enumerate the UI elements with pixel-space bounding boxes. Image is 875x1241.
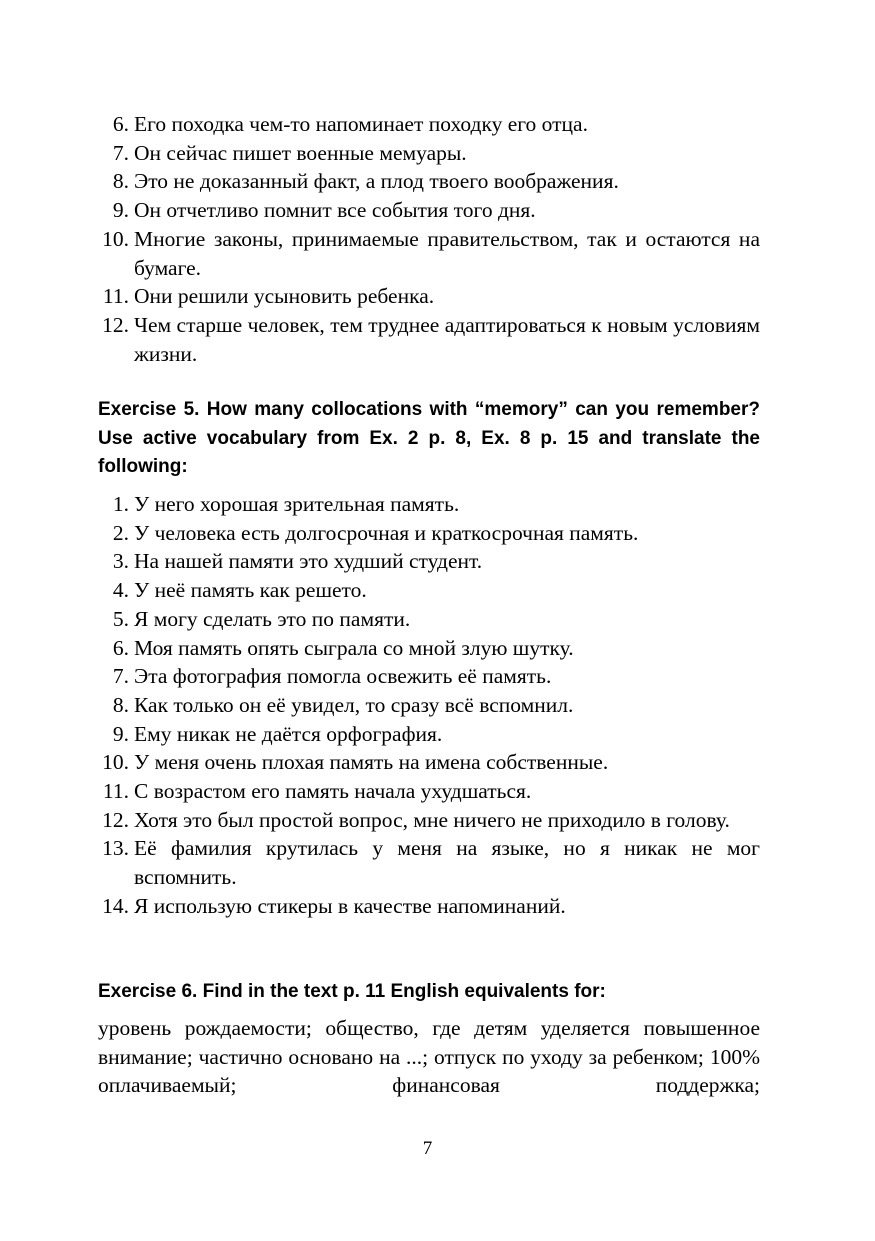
list-item (98, 225, 760, 282)
list-item (98, 691, 760, 720)
list-item (98, 311, 760, 368)
list-item (98, 720, 760, 749)
item-text: Они решили усыновить ребенка. (134, 284, 435, 309)
item-number: 11. (102, 284, 129, 309)
item-number: 13. (102, 836, 129, 861)
item-number: 10. (102, 750, 129, 775)
item-text: Он сейчас пишет военные мемуары. (134, 140, 467, 165)
item-number: 6. (112, 635, 129, 660)
exercise-6-body: уровень рождаемости; общество, где детям уделяется повышенное внимание; частично основано на ...; отпуск по уходу за ребенком; 100% оплачиваемый; финансовая поддержка; (98, 1016, 760, 1098)
item-number: 9. (112, 721, 129, 746)
item-number: 6. (112, 112, 129, 136)
item-number: 8. (112, 692, 129, 717)
list-item (98, 834, 760, 891)
item-text: Его походка чем-то напоминает походку его отца. (134, 112, 588, 136)
list-item (98, 110, 760, 139)
list-item (98, 605, 760, 634)
list-item (98, 777, 760, 806)
list-item (98, 806, 760, 835)
item-number: 11. (102, 779, 129, 804)
sentence-list-continued (98, 110, 760, 368)
item-text: Ему никак не даётся орфография. (134, 721, 443, 746)
item-text: Хотя это был простой вопрос, мне ничего не приходило в голову. (134, 807, 730, 832)
exercise-6-heading: Exercise 6. Find in the text p. 11 English equivalents for: (98, 981, 606, 1002)
list-item (98, 662, 760, 691)
item-number: 14. (102, 893, 129, 918)
item-text: У человека есть долгосрочная и краткосрочная память. (134, 520, 639, 545)
list-item (98, 167, 760, 196)
item-text: На нашей памяти это худший студент. (134, 549, 483, 574)
item-text: Эта фотография помогла освежить её память. (134, 664, 552, 689)
item-number: 5. (112, 606, 129, 631)
page-number: 7 (422, 1138, 433, 1159)
item-number: 2. (112, 520, 129, 545)
list-item (98, 748, 760, 777)
list-item (98, 282, 760, 311)
item-text: Её фамилия крутилась у меня на языке, но я никак не мог вспомнить. (134, 836, 760, 890)
list-item (98, 547, 760, 576)
list-item (98, 196, 760, 225)
item-number: 8. (112, 169, 129, 194)
item-text: Многие законы, принимаемые правительством, так и остаются на бумаге. (134, 226, 760, 280)
list-item (98, 139, 760, 168)
list-item (98, 490, 760, 519)
exercise-5-heading: Exercise 5. How many collocations with “memory” can you remember? Use active vocabulary from Ex. 2 p. 8, Ex. 8 p. 15 and translate the following: (98, 399, 760, 477)
item-number: 10. (102, 226, 129, 251)
list-item (98, 519, 760, 548)
item-text: У него хорошая зрительная память. (134, 492, 460, 516)
item-text: С возрастом его память начала ухудшаться. (134, 779, 532, 804)
item-text: Он отчетливо помнит все события того дня. (134, 198, 536, 223)
item-number: 1. (112, 492, 129, 516)
item-number: 4. (112, 578, 129, 603)
item-number: 7. (112, 140, 129, 165)
item-number: 12. (102, 807, 129, 832)
item-number: 12. (102, 312, 129, 337)
item-text: Я могу сделать это по памяти. (134, 606, 411, 631)
item-text: Это не доказанный факт, а плод твоего воображения. (134, 169, 619, 194)
item-text: У меня очень плохая память на имена собственные. (134, 750, 609, 775)
item-number: 3. (112, 549, 129, 574)
item-number: 7. (112, 664, 129, 689)
item-text: Моя память опять сыграла со мной злую шутку. (134, 635, 574, 660)
list-item (98, 576, 760, 605)
item-text: Я использую стикеры в качестве напоминаний. (134, 893, 566, 918)
list-item (98, 634, 760, 663)
exercise-5-list (98, 490, 760, 921)
list-item (98, 892, 760, 921)
item-text: У неё память как решето. (134, 578, 367, 603)
item-text: Как только он её увидел, то сразу всё вспомнил. (134, 692, 574, 717)
item-number: 9. (112, 198, 129, 223)
item-text: Чем старше человек, тем труднее адаптироваться к новым условиям жизни. (134, 312, 760, 366)
